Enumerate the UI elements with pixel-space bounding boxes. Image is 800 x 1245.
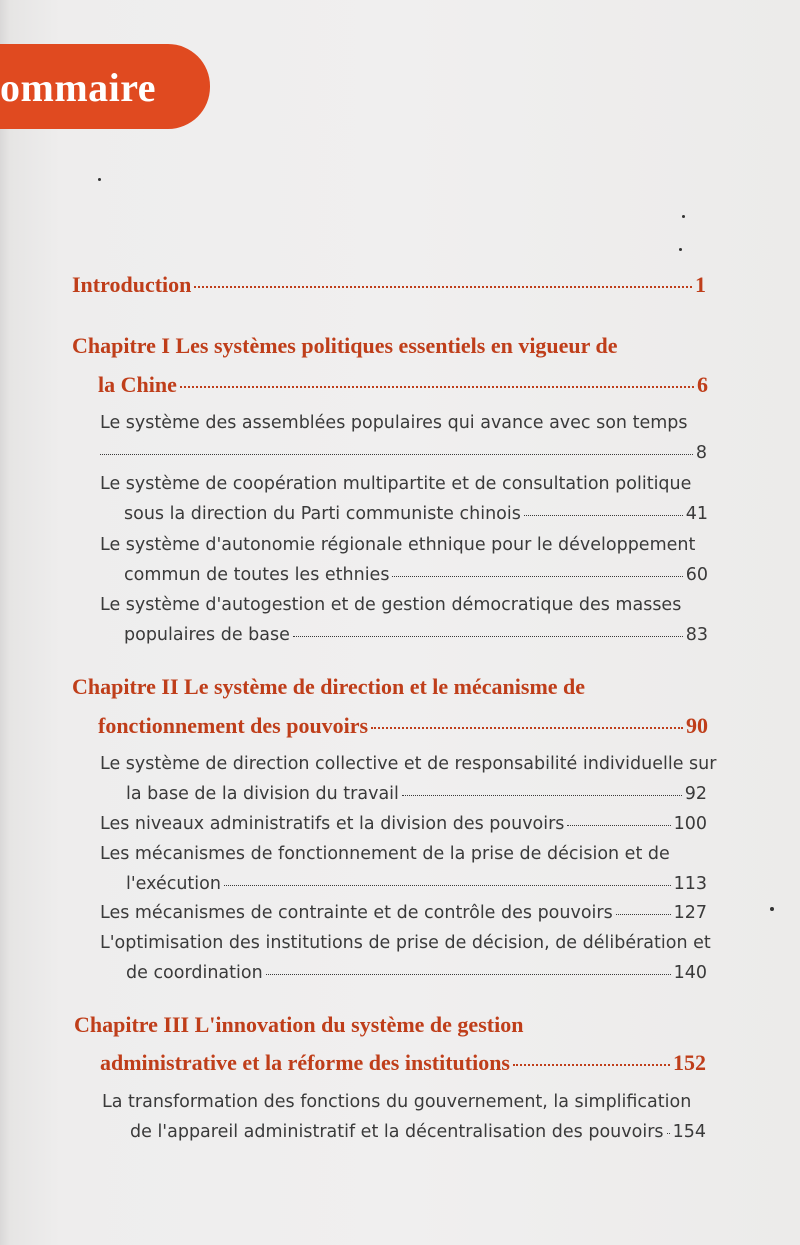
toc-section-line1[interactable] <box>100 754 716 774</box>
entry-title: Les mécanismes de contrainte et de contrôle des pouvoirs <box>100 903 613 923</box>
toc-section-line2[interactable] <box>100 443 707 463</box>
dot-leader <box>392 576 682 577</box>
toc-section-line2[interactable] <box>126 874 707 894</box>
toc-section-line1[interactable] <box>100 844 670 864</box>
page-number: 1 <box>695 272 706 297</box>
entry-title: Le système d'autogestion et de gestion démocratique des masses <box>100 595 682 615</box>
entry-title-cont: populaires de base <box>124 625 290 645</box>
page-title: ommaire <box>0 65 157 110</box>
dot-leader <box>293 636 683 637</box>
toc-chapter-1-line2[interactable] <box>98 372 708 398</box>
toc-section-line2[interactable] <box>126 963 707 983</box>
entry-title-cont: la Chine <box>98 372 177 397</box>
toc-section-line1[interactable] <box>102 1092 691 1112</box>
entry-title: Chapitre III L'innovation du système de gestion <box>74 1012 524 1037</box>
page-number: 100 <box>673 814 707 834</box>
dot-leader <box>371 727 683 729</box>
dot-leader <box>100 454 693 455</box>
entry-title-cont: de l'appareil administratif et la décentralisation des pouvoirs <box>130 1122 664 1142</box>
entry-title: Les mécanismes de fonctionnement de la prise de décision et de <box>100 844 670 864</box>
entry-title: L'optimisation des institutions de prise de décision, de délibération et <box>100 933 711 953</box>
entry-title-cont: administrative et la réforme des institutions <box>100 1050 510 1075</box>
toc-chapter-3-line1[interactable] <box>74 1012 523 1038</box>
page-number: 92 <box>684 784 707 804</box>
page-number: 83 <box>685 625 708 645</box>
toc-chapter-2-line2[interactable] <box>98 713 708 739</box>
entry-title: Le système de direction collective et de responsabilité individuelle sur <box>100 754 717 774</box>
entry-title: Le système d'autonomie régionale ethnique pour le développement <box>100 535 696 555</box>
dot-leader <box>667 1133 670 1134</box>
entry-title: Les niveaux administratifs et la division des pouvoirs <box>100 814 565 834</box>
toc-section-line2[interactable] <box>124 565 708 585</box>
toc-chapter-1-line1[interactable] <box>72 333 618 359</box>
toc-section-line2[interactable] <box>126 784 707 804</box>
dot-leader <box>266 974 671 975</box>
entry-title: Le système de coopération multipartite et de consultation politique <box>100 474 692 494</box>
toc-section-line1[interactable] <box>100 595 681 615</box>
page-number: 60 <box>685 565 708 585</box>
page-number: 140 <box>673 963 707 983</box>
toc-section-line1[interactable] <box>100 535 695 555</box>
entry-title-cont: de coordination <box>126 963 263 983</box>
toc-section[interactable] <box>100 903 707 923</box>
page-number: 154 <box>672 1122 706 1142</box>
entry-title-cont: l'exécution <box>126 874 221 894</box>
entry-title-cont: sous la direction du Parti communiste chinois <box>124 504 521 524</box>
entry-title: Chapitre II Le système de direction et le mécanisme de <box>72 674 586 699</box>
dot-leader <box>194 286 692 288</box>
dot-leader <box>224 885 671 886</box>
toc-section-line2[interactable] <box>124 504 708 524</box>
entry-title: Le système des assemblées populaires qui avance avec son temps <box>100 413 688 433</box>
entry-title: La transformation des fonctions du gouvernement, la simplification <box>102 1092 692 1112</box>
entry-title-cont: fonctionnement des pouvoirs <box>98 713 369 738</box>
dot-leader <box>567 825 670 826</box>
toc-section-line2[interactable] <box>130 1122 706 1142</box>
toc-section-line1[interactable] <box>100 933 711 953</box>
dot-leader <box>513 1064 670 1066</box>
page-number: 152 <box>673 1050 706 1075</box>
page-number: 127 <box>673 903 707 923</box>
toc-chapter-2-line1[interactable] <box>72 674 585 700</box>
page-number: 41 <box>685 504 708 524</box>
toc-chapter-3-line2[interactable] <box>100 1050 706 1076</box>
entry-title: Introduction <box>72 272 192 297</box>
toc-section-line1[interactable] <box>100 413 687 433</box>
entry-title-cont: commun de toutes les ethnies <box>124 565 390 585</box>
entry-title: Chapitre I Les systèmes politiques essentiels en vigueur de <box>72 333 618 358</box>
toc-section-line1[interactable] <box>100 474 691 494</box>
toc-section[interactable] <box>100 814 707 834</box>
page-number: 6 <box>697 372 708 397</box>
dot-leader <box>402 795 682 796</box>
page-number: 8 <box>695 443 707 463</box>
toc-section-line2[interactable] <box>124 625 708 645</box>
dot-leader <box>616 914 671 915</box>
dot-leader <box>180 386 694 388</box>
toc-entry-introduction[interactable] <box>72 272 706 298</box>
dot-leader <box>524 515 683 516</box>
page-number: 113 <box>673 874 707 894</box>
entry-title-cont: la base de la division du travail <box>126 784 399 804</box>
page-number: 90 <box>686 713 708 738</box>
